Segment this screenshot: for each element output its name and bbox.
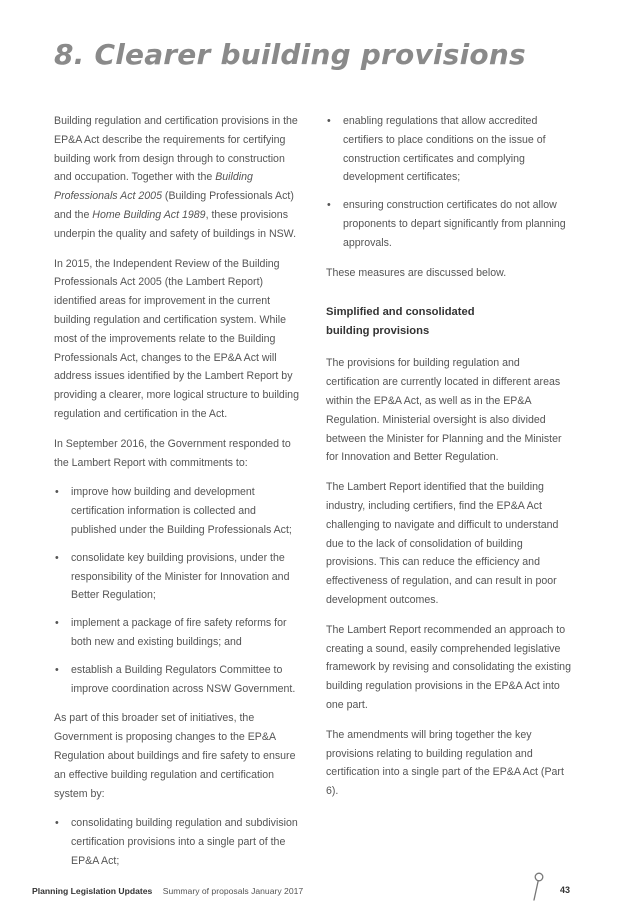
section-heading: Simplified and consolidated building provisions <box>326 306 475 338</box>
lambert-recommendation-paragraph: The Lambert Report recommended an approach to creating a sound, easily comprehended legislative framework by revising and consolidating the existing building regulation provisions in the EP&A Act into one part. <box>326 623 571 711</box>
provisions-location-paragraph: The provisions for building regulation and certification are currently located in different areas within the EP&A Act, as well as in the EP&A Regulation. Ministerial oversight is also divided between the Minister for Planning and the Minister for Innovation and Better Regulation. <box>326 357 562 464</box>
lambert-review-paragraph: In 2015, the Independent Review of the Building Professionals Act 2005 (the Lambert Report) identified areas for improvement in the current building regulation and certification system. While most of the improvements relate to the Building Professionals Act, changes to the EP&A Act will address issues identified by the Lambert Report by providing a clearer, more logical structure to building regulation and certification in the Act. <box>54 257 299 420</box>
list-item: • implement a package of fire safety reforms for both new and existing buildings; and <box>54 614 302 652</box>
government-response-paragraph: In September 2016, the Government responded to the Lambert Report with commitments to: <box>54 437 291 469</box>
list-item: • enabling regulations that allow accredited certifiers to place conditions on the issue of construction certificates and complying development certificates; <box>326 112 574 187</box>
bullet-icon: • <box>55 551 59 564</box>
lambert-findings-paragraph: The Lambert Report identified that the building industry, including certifiers, find the EP&A Act challenging to navigate and difficult to understand due to the lack of consolidation of building provisions. This can reduce the efficiency and effectiveness of regulation, and can result in poor development outcomes. <box>326 481 559 606</box>
intro-paragraph <box>54 112 302 244</box>
commitments-list <box>54 483 302 698</box>
amendments-paragraph: The amendments will bring together the key provisions relating to building regulation and certification into a single part of the EP&A Act (Part 6). <box>326 728 564 798</box>
intro-act-title-2: Home Building Act 1989 <box>92 208 206 221</box>
footer-brand: Planning Legislation Updates <box>32 886 153 896</box>
list-item: • improve how building and development certification information is collected and published under the Building Professionals Act; <box>54 483 302 539</box>
list-item: • establish a Building Regulators Committee to improve coordination across NSW Government. <box>54 661 302 699</box>
bullet-icon: • <box>327 199 331 212</box>
intro-text-3: , these provisions underpin the quality and safety of buildings in NSW. <box>54 208 297 240</box>
intro-text-1: Building regulation and certification provisions in the EP&A Act describe the requirements for certifying building work from design through to construction and occupation. Together with the <box>54 115 298 184</box>
intro-act-title-1: Building Professionals Act 2005 <box>54 171 253 203</box>
bullet-icon: • <box>55 663 59 676</box>
list-item: • ensuring construction certificates do not allow proponents to depart significantly from planning approvals. <box>326 196 574 252</box>
measures-list-continued <box>326 112 574 253</box>
measures-list <box>54 814 302 870</box>
bullet-icon: • <box>55 817 59 830</box>
footer-subtitle: Summary of proposals January 2017 <box>162 886 304 896</box>
bullet-icon: • <box>327 115 331 127</box>
map-pin-icon <box>531 872 545 902</box>
page-title: 8. Clearer building provisions <box>54 38 526 71</box>
footer <box>32 886 303 896</box>
list-item: • consolidating building regulation and subdivision certification provisions into a single part of the EP&A Act; <box>54 814 302 870</box>
left-column <box>54 112 302 882</box>
bullet-icon: • <box>55 486 59 499</box>
intro-text-2: (Building Professionals Act) and the <box>54 190 294 221</box>
discussed-below-paragraph: These measures are discussed below. <box>326 266 507 279</box>
bullet-icon: • <box>55 617 59 630</box>
page-number: 43 <box>560 885 571 895</box>
list-item: • consolidate key building provisions, under the responsibility of the Minister for Innovation and Better Regulation; <box>54 549 302 605</box>
proposed-changes-paragraph: As part of this broader set of initiatives, the Government is proposing changes to the EP&A Regulation about buildings and fire safety to ensure an effective building regulation and certification system by: <box>54 712 296 800</box>
right-column <box>326 112 574 812</box>
